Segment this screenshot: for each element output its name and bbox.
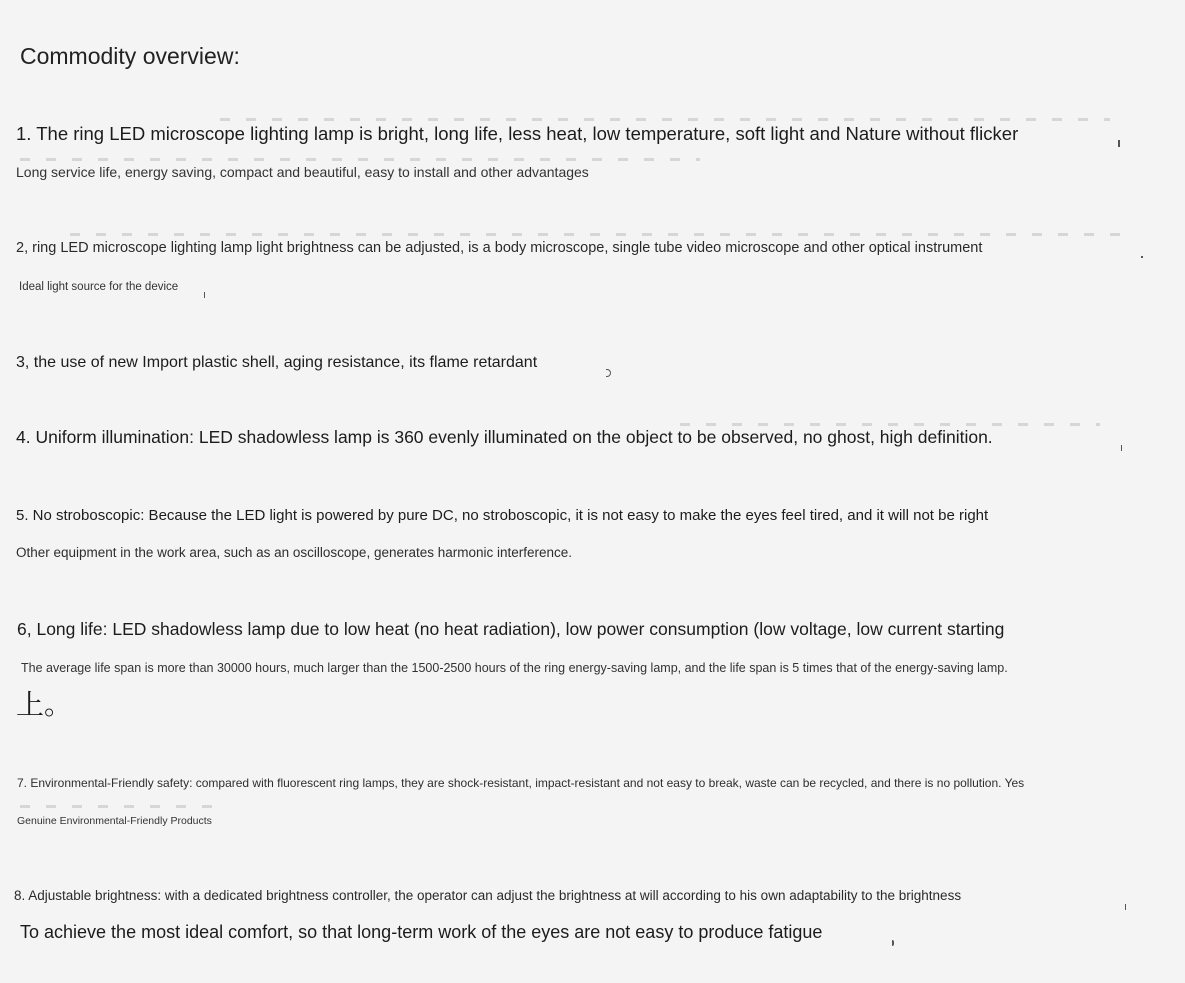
item-1-line-2: Long service life, energy saving, compact and beautiful, easy to install and other advantages xyxy=(16,164,589,180)
item-6-line-2: The average life span is more than 30000 hours, much larger than the 1500-2500 hours of the ring energy-saving lamp, and the life span is 5 times that of the energy-saving lamp. xyxy=(21,661,1008,675)
stray-mark xyxy=(1121,445,1122,451)
item-2-line-2: Ideal light source for the device xyxy=(19,281,179,293)
stray-mark xyxy=(1118,140,1120,147)
stray-mark xyxy=(892,940,894,946)
text-residue xyxy=(680,423,1100,426)
text-residue xyxy=(20,158,700,161)
item-8-line-1: 8. Adjustable brightness: with a dedicated brightness controller, the operator can adjust the brightness at will according to his own adaptability to the brightness xyxy=(14,888,962,903)
stray-mark xyxy=(204,292,205,298)
item-7-line-2: Genuine Environmental-Friendly Products xyxy=(17,815,212,827)
item-2-line-1: 2, ring LED microscope lighting lamp light brightness can be adjusted, is a body microscope, single tube video microscope and other optical instrument xyxy=(16,240,983,256)
text-residue xyxy=(70,233,1130,236)
item-5-line-2: Other equipment in the work area, such as an oscilloscope, generates harmonic interference. xyxy=(16,545,573,560)
item-6-line-3: 上。 xyxy=(16,688,73,721)
item-1-line-1: 1. The ring LED microscope lighting lamp is bright, long life, less heat, low temperature, soft light and Nature without flicker xyxy=(16,123,1019,144)
stray-mark xyxy=(606,369,611,377)
item-5-line-1: 5. No stroboscopic: Because the LED light is powered by pure DC, no stroboscopic, it is not easy to make the eyes feel tired, and it will not be right xyxy=(16,507,989,524)
item-4-line-1: 4. Uniform illumination: LED shadowless lamp is 360 evenly illuminated on the object to be observed, no ghost, high definition. xyxy=(16,427,993,447)
page-title: Commodity overview: xyxy=(20,43,240,69)
text-residue xyxy=(20,805,220,808)
item-3-line-1: 3, the use of new Import plastic shell, aging resistance, its flame retardant xyxy=(16,354,538,371)
text-residue xyxy=(220,118,1110,121)
item-8-line-2: To achieve the most ideal comfort, so that long-term work of the eyes are not easy to produce fatigue xyxy=(20,922,823,942)
item-6-line-1: 6, Long life: LED shadowless lamp due to low heat (no heat radiation), low power consumption (low voltage, low current starting xyxy=(17,619,1005,639)
stray-mark xyxy=(1141,256,1143,258)
item-7-line-1: 7. Environmental-Friendly safety: compared with fluorescent ring lamps, they are shock-resistant, impact-resistant and not easy to break, waste can be recycled, and there is no pollution. Yes xyxy=(17,776,1025,790)
stray-mark xyxy=(1125,904,1126,910)
